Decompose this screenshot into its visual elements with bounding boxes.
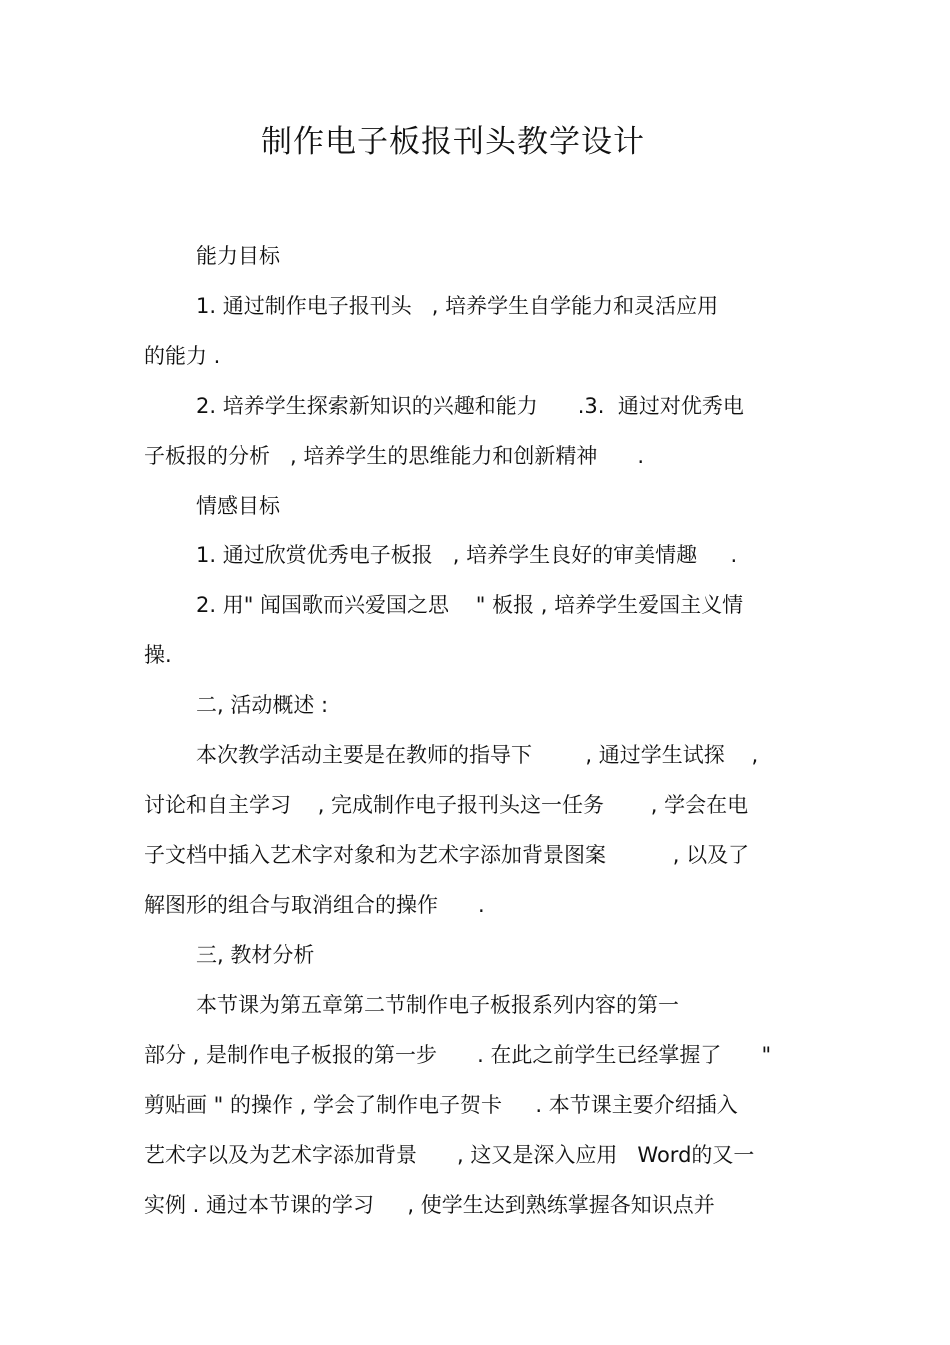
paragraph-line: 子板报的分析 , 培养学生的思维能力和创新精神 . [144, 444, 645, 468]
paragraph-line: 操. [144, 643, 172, 667]
paragraph-line: 本节课为第五章第二节制作电子板报系列内容的第一 [196, 993, 679, 1017]
paragraph-line: 艺术字以及为艺术字添加背景 , 这又是深入应用 Word的又一 [144, 1143, 755, 1167]
paragraph-line: 本次教学活动主要是在教师的指导下 , 通过学生试探 , [196, 743, 759, 767]
paragraph-line: 的能力 . [144, 344, 221, 368]
paragraph-line: 2. 用" 闻国歌而兴爱国之思 " 板报 , 培养学生爱国主义情 [196, 593, 744, 617]
paragraph-line: 解图形的组合与取消组合的操作 . [144, 893, 485, 917]
paragraph-line: 部分 , 是制作电子板报的第一步 . 在此之前学生已经掌握了 " [144, 1043, 772, 1067]
paragraph-line: 实例 . 通过本节课的学习 , 使学生达到熟练掌握各知识点并 [144, 1193, 715, 1217]
heading-ability-goals: 能力目标 [196, 244, 280, 268]
paragraph-line: 1. 通过欣赏优秀电子板报 , 培养学生良好的审美情趣 . [196, 543, 738, 567]
paragraph-line: 2. 培养学生探索新知识的兴趣和能力 .3. 通过对优秀电 [196, 394, 744, 418]
heading-material-analysis: 三, 教材分析 [196, 943, 315, 967]
paragraph-line: 子文档中插入艺术字对象和为艺术字添加背景图案 , 以及了 [144, 843, 750, 867]
document-title: 制作电子板报刊头教学设计 [261, 124, 645, 160]
paragraph-line: 1. 通过制作电子报刊头 , 培养学生自学能力和灵活应用 [196, 294, 719, 318]
paragraph-line: 剪贴画 " 的操作 , 学会了制作电子贺卡 . 本节课主要介绍插入 [144, 1093, 738, 1117]
heading-emotion-goals: 情感目标 [196, 494, 280, 518]
heading-activity-overview: 二, 活动概述 : [196, 693, 329, 717]
paragraph-line: 讨论和自主学习 , 完成制作电子报刊头这一任务 , 学会在电 [144, 793, 749, 817]
